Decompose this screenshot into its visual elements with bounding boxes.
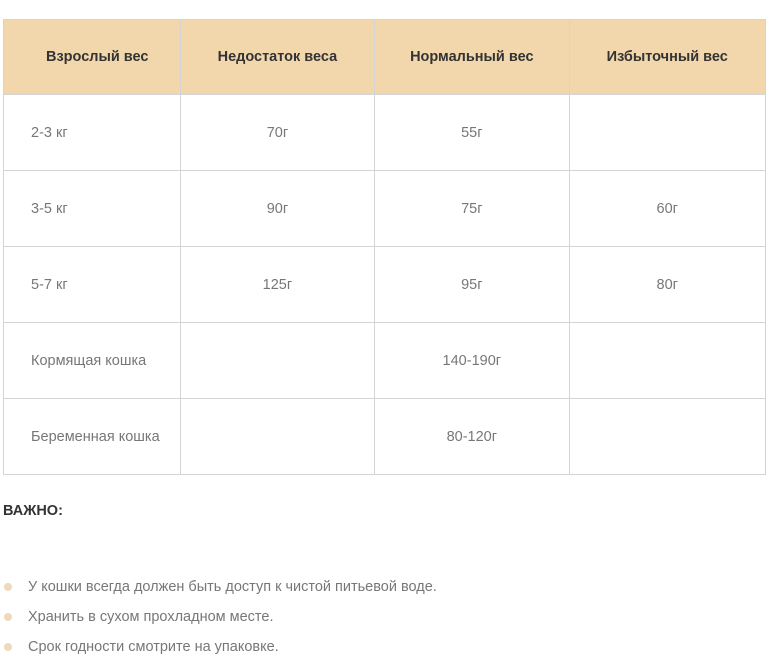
weight-cell: Кормящая кошка (4, 323, 181, 399)
header-overweight: Избыточный вес (569, 20, 766, 95)
list-item (3, 576, 437, 606)
list-item-text: Хранить в сухом прохладном месте. (28, 609, 274, 625)
table-row (4, 399, 766, 475)
weight-cell: 3-5 кг (4, 171, 181, 247)
normal-weight-cell: 140-190г (375, 323, 569, 399)
weight-cell: Беременная кошка (4, 399, 181, 475)
feeding-table (3, 19, 766, 475)
underweight-cell (180, 323, 374, 399)
overweight-cell (569, 323, 766, 399)
normal-weight-cell: 80-120г (375, 399, 569, 475)
bullet-dot-icon (4, 583, 12, 591)
table-row (4, 95, 766, 171)
notice-list (3, 576, 437, 666)
list-item-text: Срок годности смотрите на упаковке. (28, 639, 279, 655)
normal-weight-cell: 95г (375, 247, 569, 323)
underweight-cell: 90г (180, 171, 374, 247)
header-adult-weight: Взрослый вес (4, 20, 181, 95)
overweight-cell (569, 399, 766, 475)
normal-weight-cell: 75г (375, 171, 569, 247)
table-header-row (4, 20, 766, 95)
list-item (3, 636, 437, 666)
overweight-cell (569, 95, 766, 171)
table-row (4, 247, 766, 323)
header-normal-weight: Нормальный вес (375, 20, 569, 95)
weight-cell: 2-3 кг (4, 95, 181, 171)
overweight-cell: 60г (569, 171, 766, 247)
bullet-dot-icon (4, 643, 12, 651)
underweight-cell: 70г (180, 95, 374, 171)
overweight-cell: 80г (569, 247, 766, 323)
underweight-cell: 125г (180, 247, 374, 323)
list-item (3, 606, 437, 636)
notice-heading: ВАЖНО: (3, 503, 63, 519)
normal-weight-cell: 55г (375, 95, 569, 171)
table-row (4, 323, 766, 399)
list-item-text: У кошки всегда должен быть доступ к чистой питьевой воде. (28, 579, 437, 595)
underweight-cell (180, 399, 374, 475)
header-underweight: Недостаток веса (180, 20, 374, 95)
weight-cell: 5-7 кг (4, 247, 181, 323)
table-row (4, 171, 766, 247)
bullet-dot-icon (4, 613, 12, 621)
